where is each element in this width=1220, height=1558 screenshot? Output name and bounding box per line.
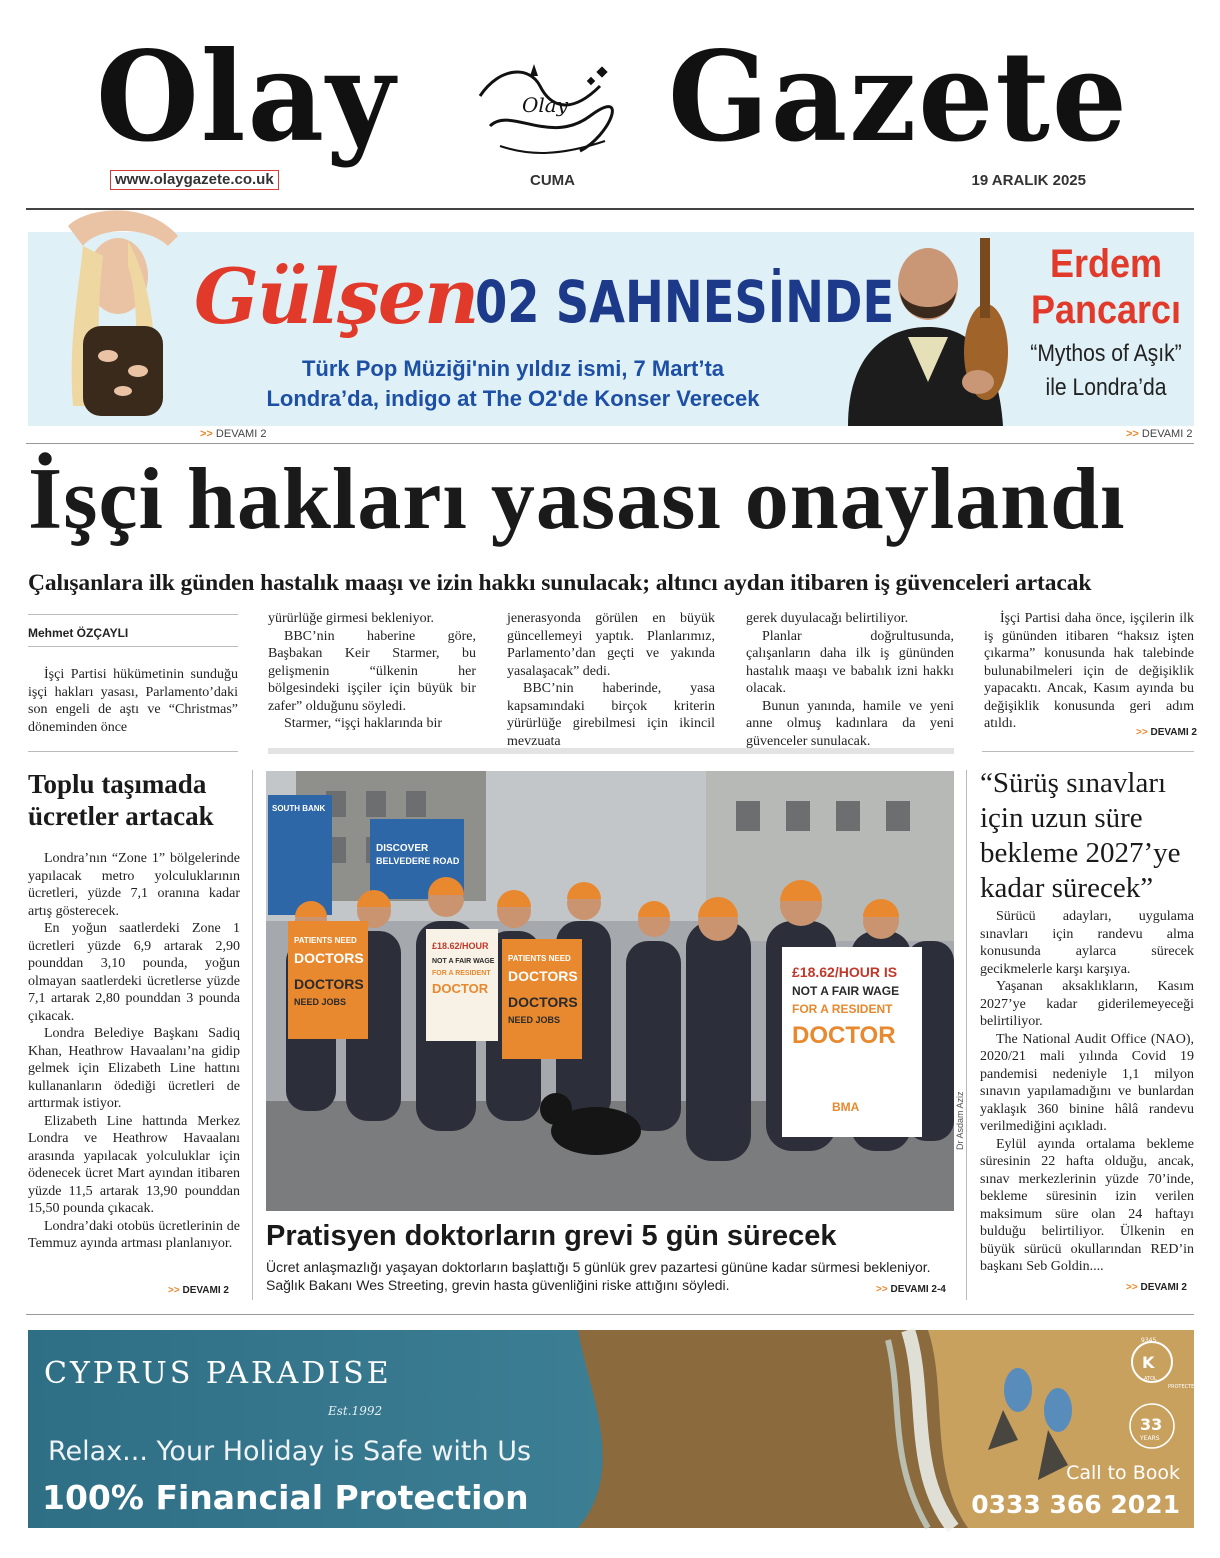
sign2-line4: DOCTOR — [432, 981, 489, 996]
lead-col4-paragraph-1: gerek duyulacağı belirtiliyor. — [746, 611, 909, 626]
holiday-advertisement[interactable] — [28, 1330, 1199, 1528]
left-column-divider — [28, 751, 238, 752]
vertical-rule-left — [252, 770, 253, 1300]
atol-label: ATOL — [1144, 1376, 1157, 1382]
doctors-strike-photo[interactable] — [266, 771, 954, 1211]
lead-col4-paragraph-2: Planlar doğrultusunda, çalışanların daha ilk iş gününden hastalık maaşı ve babalık izni hakkı olacak. — [746, 628, 954, 696]
devami-label: DEVAMI 2 — [1140, 1282, 1187, 1293]
photo-story-headline[interactable]: Pratisyen doktorların grevi 5 gün sürecek — [266, 1220, 837, 1252]
lead-col2-paragraph-1: yürürlüğe girmesi bekleniyor. — [268, 611, 435, 626]
devami-label: DEVAMI 2 — [182, 1285, 229, 1296]
right-story-headline-line3: bekleme 2027’ye — [980, 837, 1181, 869]
street-sign-discover: DISCOVER — [376, 843, 429, 854]
left-story-paragraph-3: Londra Belediye Başkanı Sadiq Khan, Heathrow Havaalanı’na gidip gelmek için Elizabeth Line hattını kullananların ödediği ücretleri de arttırmak istiyor. — [28, 1026, 240, 1111]
ad-phone-number[interactable]: 0333 366 2021 — [971, 1490, 1180, 1519]
sign1-line1: PATIENTS NEED — [294, 936, 357, 945]
left-story-body — [28, 850, 240, 1253]
sign3-line3: FOR A RESIDENT — [792, 1002, 893, 1016]
right-story-body — [980, 908, 1194, 1276]
masthead-title-left: Olay — [96, 23, 397, 170]
vertical-rule-right — [966, 770, 967, 1300]
lead-col5-paragraph: İşçi Partisi daha önce, işçilerin ilk iş gününden itibaren “haksız işten çıkarma” konusunda hak talebinde bulunabilmeleri için de değişiklik yapacaktı. Ancak, Kasım ayında bu değişiklik konusunda geri adım atıldı. — [984, 611, 1194, 731]
lead-byline: Mehmet ÖZÇAYLI — [28, 626, 129, 640]
sign4-line3: DOCTORS — [508, 994, 578, 1010]
right-story-headline-line2: için uzun süre — [980, 802, 1143, 834]
devami-label: DEVAMI 2 — [1150, 727, 1197, 738]
sign1-line4: NEED JOBS — [294, 997, 347, 1007]
masthead-title-right: Gazete — [668, 23, 1129, 170]
left-story-headline-line2: ücretler artacak — [28, 801, 214, 831]
photo-story-caption: Ücret anlaşmazlığı yaşayan doktorların başlattığı 5 günlük grev pazartesi gününe kadar sürmesi bekleniyor. Sağlık Bakanı Wes Streeting, grevin hasta güvenliğini riske attığını söyledi. — [266, 1259, 931, 1293]
concert-promo-banner[interactable] — [28, 232, 1194, 426]
masthead-divider — [26, 208, 1194, 210]
ad-divider — [26, 1314, 1194, 1315]
sign2-line2: NOT A FAIR WAGE — [432, 958, 495, 965]
musician-photo — [828, 232, 1028, 426]
right-story-paragraph-2: Yaşanan aksaklıkların, Kasım 2027’ye kadar giderilemeyeceği belirtiliyor. — [980, 979, 1194, 1029]
lead-column-4 — [746, 610, 954, 750]
arrow-icon: >> — [200, 428, 213, 440]
singer-photo — [28, 206, 198, 426]
right-story-headline[interactable] — [980, 766, 1181, 906]
banner-devami-right-link[interactable] — [1126, 428, 1192, 440]
lead-photo-divider — [268, 748, 954, 754]
left-story-paragraph-2: En yoğun saatlerdeki Zone 1 ücretleri yüzde 6,9 artarak 2,90 pounddan 3,10 pounda, yoğun olmayan saatlerdeki ücretlerse yüzde 7,1 artarak 2,80 pounddan 3 pounda çıkacak. — [28, 921, 240, 1024]
right-story-headline-line1: “Sürüş sınavları — [980, 767, 1167, 799]
sign3-line2: NOT A FAIR WAGE — [792, 984, 900, 998]
left-story-headline-line1: Toplu taşımada — [28, 769, 207, 799]
banner-devami-left-link[interactable] — [200, 428, 266, 440]
arrow-icon: >> — [1126, 1282, 1138, 1293]
banner-singer-name: Gülşen — [194, 252, 478, 341]
right-story-paragraph-4: Eylül ayında ortalama bekleme süresinin 22 hafta olduğu, ancak, sınav merkezlerinin yüzde 70’inde, bekleme süresinin izin verilen maksimum süre olan 24 haftayı bulduğu belirtiliyor. Ülkenin en büyük sürücü okullarından RED’in başkanı Seb Goldin.... — [980, 1136, 1194, 1274]
lead-column-2 — [268, 610, 476, 733]
website-link[interactable]: www.olaygazete.co.uk — [110, 170, 279, 190]
years-badge-number: 33 — [1140, 1415, 1163, 1434]
street-sign-south-bank: SOUTH BANK — [272, 804, 326, 813]
right-story-devami-link[interactable] — [1126, 1282, 1187, 1293]
lead-column-5 — [984, 610, 1194, 733]
left-story-devami-link[interactable] — [168, 1285, 229, 1296]
left-story-paragraph-5: Londra’daki otobüs ücretlerinin de Temmuz ayında artması planlanıyor. — [28, 1218, 240, 1251]
lead-col3-paragraph-1: jenerasyonda görülen en büyük güncellemeyi yaptık. Planlarımız, Parlamento’dan geçti ve yakında yasalaşacak” dedi. — [507, 611, 715, 679]
atol-number: 9345 — [1141, 1337, 1157, 1344]
lead-subhead: Çalışanlara ilk günden hastalık maaşı ve izin hakkı sunulacak; altıncı aydan itibaren iş güvenceleri artacak — [28, 570, 1092, 596]
sign4-line1: PATIENTS NEED — [508, 954, 571, 963]
lead-column-1 — [28, 666, 238, 736]
photo-story-devami-link[interactable] — [876, 1284, 946, 1295]
sign2-line3: FOR A RESIDENT — [432, 970, 491, 977]
banner-venue-title: 02 SAHNESİNDE — [475, 268, 895, 336]
lead-headline[interactable]: İşçi hakları yasası onaylandı — [28, 451, 1126, 548]
emblem-text: Olay — [522, 93, 569, 117]
lead-col4-paragraph-3: Bunun yanında, hamile ve yeni anne olmuş kadınlara da yeni güvenceler sunulacak. — [746, 698, 954, 749]
atol-protected: PROTECTED — [1168, 1384, 1199, 1390]
photo-credit: Dr Asdam Aziz — [955, 1091, 965, 1150]
left-story-headline[interactable] — [28, 768, 214, 832]
lead-col2-paragraph-2: BBC’nin haberine göre, Başbakan Keir Starmer, bu gelişmenin “ülkenin her bölgesindeki işçiler için büyük bir zafer” olduğunu söyledi. — [268, 628, 476, 714]
right-column-divider — [982, 751, 1194, 752]
protest-scene-illustration — [266, 771, 954, 1211]
sign2-line1: £18.62/HOUR — [432, 941, 489, 951]
banner-artist-subtitle-line1: “Mythos of Aşık” — [1030, 340, 1182, 367]
issue-date: 19 ARALIK 2025 — [971, 172, 1086, 189]
devami-label: DEVAMI 2 — [215, 428, 267, 440]
atol-badge-icon: K — [1142, 1353, 1155, 1372]
banner-artist-first-name: Erdem — [1049, 242, 1163, 286]
issue-day: CUMA — [530, 172, 575, 189]
left-story-paragraph-4: Elizabeth Line hattında Merkez Londra ve Heathrow Havaalanı arasında yapılacak yolculuklar için ödenecek ücret Mart ayından itibaren yüzde 11,5 artarak 13,90 pounddan 15,50 pounda çıkacak. — [28, 1113, 240, 1216]
ad-financial-protection: 100% Financial Protection — [42, 1478, 529, 1517]
lead-col3-paragraph-2: BBC’nin haberinde, yasa kapsamındaki birçok kriterin yürürlüğe girebilmesi için ikincil mevzuata — [507, 681, 715, 749]
ad-tagline: Relax... Your Holiday is Safe with Us — [48, 1436, 532, 1467]
calligraphy-emblem-icon — [470, 56, 620, 166]
byline-top-rule — [28, 614, 238, 615]
banner-artist-subtitle-line2: ile Londra’da — [1045, 374, 1167, 401]
banner-artist-last-name: Pancarcı — [1030, 288, 1182, 332]
ad-call-to-book: Call to Book — [1066, 1462, 1180, 1484]
right-story-headline-line4: kadar sürecek” — [980, 872, 1154, 904]
banner-subtitle-line1: Türk Pop Müziği'nin yıldız ismi, 7 Mart’ta — [301, 356, 725, 381]
arrow-icon: >> — [876, 1284, 888, 1295]
arrow-icon: >> — [168, 1285, 180, 1296]
arrow-icon: >> — [1136, 727, 1148, 738]
sign4-line2: DOCTORS — [508, 968, 578, 984]
lead-column-3 — [507, 610, 715, 750]
sign1-line2: DOCTORS — [294, 950, 364, 966]
sign3-line1: £18.62/HOUR IS — [792, 964, 898, 980]
ad-brand-name: CYPRUS PARADISE — [44, 1356, 392, 1391]
arrow-icon: >> — [1126, 428, 1139, 440]
banner-subtitle-line2: Londra’da, indigo at The O2'de Konser Verecek — [266, 386, 760, 411]
right-story-paragraph-3: The National Audit Office (NAO), 2020/21 mali yılında Covid 19 pandemisi nedeniyle 1,1 milyon sınavın yapılamadığını ve bunlardan yaklaşık 360 binine hâlâ randevu verilmediğini açıkladı. — [980, 1031, 1194, 1134]
right-story-paragraph-1: Sürücü adayları, uygulama sınavları için randevu alma konusunda aylarca sürecek gecikmelerle karşı karşıya. — [980, 909, 1194, 977]
years-badge-label: YEARS — [1140, 1435, 1160, 1442]
sign4-line4: NEED JOBS — [508, 1015, 561, 1025]
sign1-line3: DOCTORS — [294, 976, 364, 992]
lead-col1-paragraph: İşçi Partisi hükümetinin sunduğu işçi hakları yasası, Parlamento’daki son engeli de aştı ve “Christmas” döneminden önce — [28, 667, 238, 735]
byline-bottom-rule — [28, 646, 238, 647]
lead-col2-paragraph-3: Starmer, “işçi haklarında bir — [284, 716, 443, 731]
banner-divider — [26, 443, 1194, 444]
street-sign-belvedere: BELVEDERE ROAD — [376, 856, 460, 866]
devami-label: DEVAMI 2 — [1141, 428, 1193, 440]
lead-devami-link[interactable] — [1136, 727, 1197, 738]
sign3-bma: BMA — [832, 1100, 860, 1114]
left-story-paragraph-1: Londra’nın “Zone 1” bölgelerinde yapılacak metro yolculuklarının ücretleri, yüzde 7,1 oranına kadar artış gösterecek. — [28, 851, 240, 919]
devami-label: DEVAMI 2-4 — [890, 1284, 946, 1295]
sign3-line4: DOCTOR — [792, 1022, 896, 1049]
ad-established: Est.1992 — [328, 1404, 383, 1418]
